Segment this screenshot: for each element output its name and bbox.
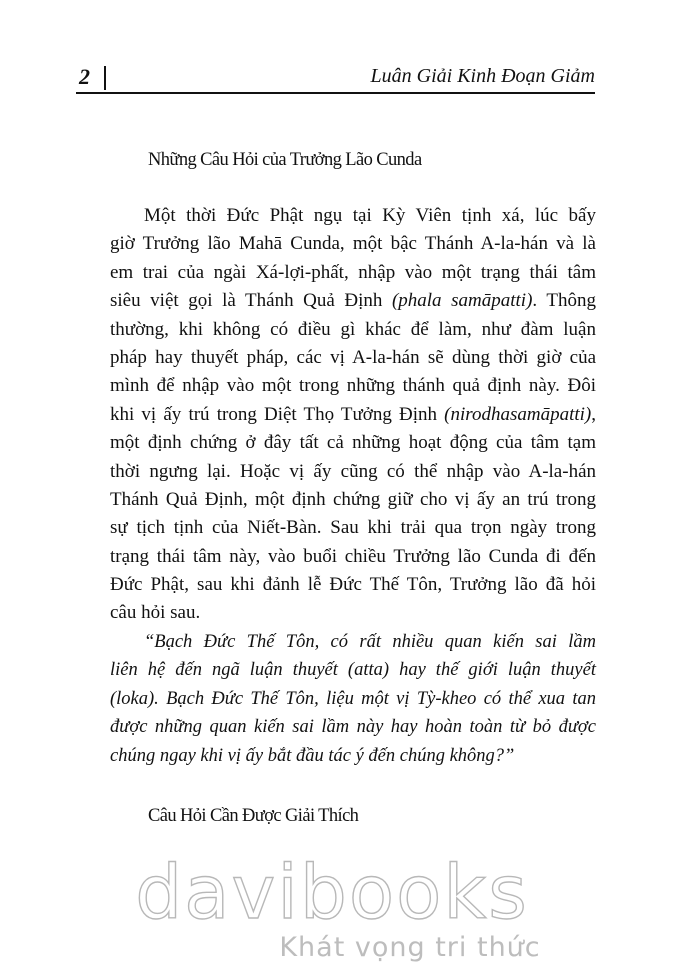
body-paragraph: [110, 202, 596, 628]
paragraph-line: pháp hay thuyết pháp, các vị A-la-hán sẽ dùng thời giờ của: [110, 346, 596, 368]
book-title: Luân Giải Kinh Đoạn Giảm: [370, 65, 595, 87]
paragraph-line: trạng thái tâm này, vào buổi chiều Trưởng lão Cunda đi đến: [110, 545, 596, 567]
paragraph-line: Một thời Đức Phật ngụ tại Kỳ Viên tịnh xá, lúc bấy: [144, 205, 596, 226]
paragraph-line: giờ Trưởng lão Mahā Cunda, một bậc Thánh A-la-hán và là: [110, 233, 596, 255]
paragraph-text: ,: [591, 403, 596, 425]
paragraph-line: thời ngưng lại. Hoặc vị ấy cũng có thể nhập vào A-la-hán: [110, 460, 596, 482]
running-header: [76, 62, 595, 94]
paragraph-line: mình để nhập vào một trong những thánh quả định này. Đôi: [110, 375, 596, 397]
paragraph-line: em trai của ngài Xá-lợi-phất, nhập vào một trạng thái tâm: [110, 261, 596, 283]
quoted-question: [110, 628, 596, 770]
paragraph-text: khi vị ấy trú trong Diệt Thọ Tưởng Định: [110, 403, 438, 425]
quote-line: chúng ngay khi vị ấy bắt đầu tác ý đến chúng không?”: [110, 745, 515, 766]
paragraph-line: [110, 287, 596, 315]
paragraph-line: sự tịch tịnh của Niết-Bàn. Sau khi trải qua trọn ngày trong: [110, 517, 596, 539]
quote-line: “Bạch Đức Thế Tôn, có rất nhiều quan kiến sai lầm: [144, 632, 596, 652]
watermark-brand: davibooks: [135, 850, 529, 936]
quote-line: (loka). Bạch Đức Thế Tôn, liệu một vị Tỳ-kheo có thể xua tan: [110, 688, 596, 709]
page-number: 2: [79, 64, 90, 89]
section-heading-question-explained: Câu Hỏi Cần Được Giải Thích: [148, 806, 359, 826]
header-separator: [104, 66, 106, 90]
paragraph-text: . Thông: [532, 290, 597, 312]
watermark-slogan: Khát vọng tri thức: [279, 932, 541, 963]
paragraph-line: thường, khi không có điều gì khác để làm, như đàm luận: [110, 318, 596, 340]
paragraph-line: Đức Phật, sau khi đảnh lễ Đức Thế Tôn, Trưởng lão đã hỏi: [110, 574, 596, 596]
paragraph-text: siêu việt gọi là Thánh Quả Định: [110, 290, 383, 312]
section-heading-cunda-questions: Những Câu Hỏi của Trưởng Lão Cunda: [148, 150, 422, 170]
paragraph-line: câu hỏi sau.: [110, 602, 201, 624]
quote-line: được những quan kiến sai lầm này hay hoàn toàn từ bỏ được: [110, 717, 596, 738]
pali-term: (phala samāpatti): [391, 290, 533, 312]
paragraph-line: Thánh Quả Định, một định chứng giữ cho vị ấy an trú trong: [110, 488, 596, 510]
pali-term: (nirodhasamāpatti): [444, 403, 592, 425]
paragraph-line: [110, 401, 596, 429]
quote-line: liên hệ đến ngã luận thuyết (atta) hay thế giới luận thuyết: [110, 660, 596, 681]
paragraph-line: một định chứng ở đây tất cả những hoạt động của tâm tạm: [110, 432, 596, 454]
